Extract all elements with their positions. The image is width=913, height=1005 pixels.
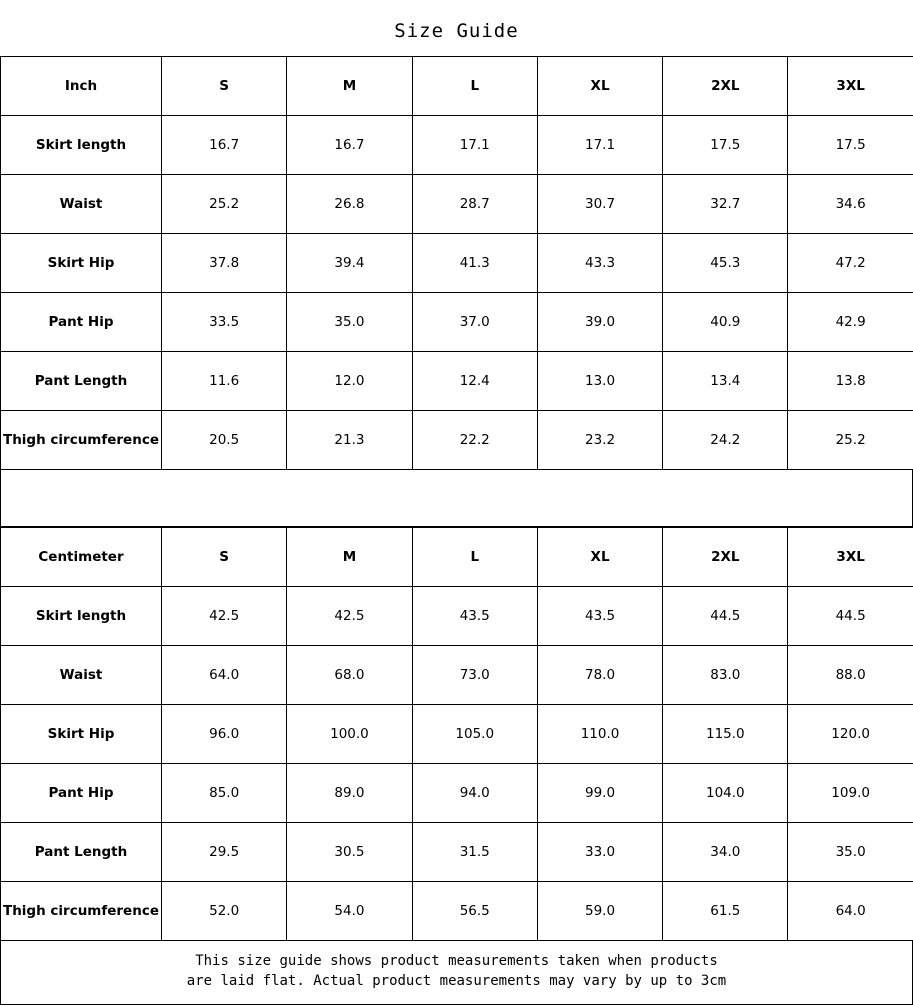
table-cell: 31.5 bbox=[412, 823, 537, 882]
table-cell: 12.0 bbox=[287, 352, 412, 411]
table-row bbox=[1, 352, 913, 411]
table-cell: 22.2 bbox=[412, 411, 537, 470]
row-label: Thigh circumference bbox=[1, 882, 162, 941]
table-row bbox=[1, 646, 913, 705]
size-header-s: S bbox=[162, 57, 287, 116]
note-line-2: are laid flat. Actual product measurements may vary by up to 3cm bbox=[21, 971, 892, 991]
size-header-xl: XL bbox=[537, 528, 662, 587]
table-separator bbox=[0, 470, 913, 527]
table-cell: 42.5 bbox=[162, 587, 287, 646]
table-cell: 33.0 bbox=[537, 823, 662, 882]
size-guide-note bbox=[0, 941, 913, 1005]
table-cell: 39.0 bbox=[537, 293, 662, 352]
table-cell: 25.2 bbox=[162, 175, 287, 234]
table-cell: 23.2 bbox=[537, 411, 662, 470]
size-header-3xl: 3XL bbox=[788, 528, 913, 587]
table-cell: 17.1 bbox=[537, 116, 662, 175]
table-cell: 54.0 bbox=[287, 882, 412, 941]
table-cell: 73.0 bbox=[412, 646, 537, 705]
table-cell: 28.7 bbox=[412, 175, 537, 234]
table-cell: 25.2 bbox=[788, 411, 913, 470]
size-header-xl: XL bbox=[537, 57, 662, 116]
size-header-m: M bbox=[287, 528, 412, 587]
note-line-1: This size guide shows product measurements taken when products bbox=[21, 951, 892, 971]
table-cell: 85.0 bbox=[162, 764, 287, 823]
table-cell: 17.1 bbox=[412, 116, 537, 175]
table-row bbox=[1, 234, 913, 293]
size-table-inch bbox=[0, 56, 913, 470]
table-cell: 34.6 bbox=[788, 175, 913, 234]
size-header-2xl: 2XL bbox=[663, 528, 788, 587]
table-cell: 13.8 bbox=[788, 352, 913, 411]
size-table-centimeter bbox=[0, 527, 913, 941]
table-cell: 17.5 bbox=[788, 116, 913, 175]
table-cell: 83.0 bbox=[663, 646, 788, 705]
table-cell: 42.5 bbox=[287, 587, 412, 646]
size-header-l: L bbox=[412, 528, 537, 587]
table-cell: 12.4 bbox=[412, 352, 537, 411]
table-cell: 35.0 bbox=[287, 293, 412, 352]
table-cell: 68.0 bbox=[287, 646, 412, 705]
table-cell: 47.2 bbox=[788, 234, 913, 293]
table-cell: 56.5 bbox=[412, 882, 537, 941]
size-header-s: S bbox=[162, 528, 287, 587]
size-header-l: L bbox=[412, 57, 537, 116]
table-cell: 37.8 bbox=[162, 234, 287, 293]
row-label: Skirt length bbox=[1, 116, 162, 175]
table-row bbox=[1, 411, 913, 470]
row-label: Pant Hip bbox=[1, 764, 162, 823]
table-cell: 42.9 bbox=[788, 293, 913, 352]
page-title: Size Guide bbox=[0, 0, 913, 56]
unit-header-inch: Inch bbox=[1, 57, 162, 116]
row-label: Skirt Hip bbox=[1, 705, 162, 764]
table-cell: 37.0 bbox=[412, 293, 537, 352]
table-cell: 41.3 bbox=[412, 234, 537, 293]
table-cell: 89.0 bbox=[287, 764, 412, 823]
row-label: Skirt length bbox=[1, 587, 162, 646]
table-cell: 13.0 bbox=[537, 352, 662, 411]
unit-header-centimeter: Centimeter bbox=[1, 528, 162, 587]
table-cell: 64.0 bbox=[788, 882, 913, 941]
table-cell: 109.0 bbox=[788, 764, 913, 823]
size-header-3xl: 3XL bbox=[788, 57, 913, 116]
table-row bbox=[1, 587, 913, 646]
table-cell: 13.4 bbox=[663, 352, 788, 411]
table-cell: 30.7 bbox=[537, 175, 662, 234]
table-row bbox=[1, 175, 913, 234]
row-label: Waist bbox=[1, 646, 162, 705]
table-cell: 39.4 bbox=[287, 234, 412, 293]
table-cell: 26.8 bbox=[287, 175, 412, 234]
table-cell: 11.6 bbox=[162, 352, 287, 411]
row-label: Waist bbox=[1, 175, 162, 234]
table-header-row bbox=[1, 57, 913, 116]
table-cell: 40.9 bbox=[663, 293, 788, 352]
row-label: Skirt Hip bbox=[1, 234, 162, 293]
table-header-row bbox=[1, 528, 913, 587]
table-cell: 32.7 bbox=[663, 175, 788, 234]
table-cell: 110.0 bbox=[537, 705, 662, 764]
table-cell: 115.0 bbox=[663, 705, 788, 764]
table-cell: 35.0 bbox=[788, 823, 913, 882]
size-header-2xl: 2XL bbox=[663, 57, 788, 116]
size-header-m: M bbox=[287, 57, 412, 116]
table-cell: 34.0 bbox=[663, 823, 788, 882]
table-cell: 100.0 bbox=[287, 705, 412, 764]
table-cell: 16.7 bbox=[287, 116, 412, 175]
table-cell: 43.5 bbox=[537, 587, 662, 646]
row-label: Pant Length bbox=[1, 352, 162, 411]
table-cell: 105.0 bbox=[412, 705, 537, 764]
table-row bbox=[1, 116, 913, 175]
table-cell: 52.0 bbox=[162, 882, 287, 941]
table-cell: 88.0 bbox=[788, 646, 913, 705]
table-cell: 20.5 bbox=[162, 411, 287, 470]
table-cell: 96.0 bbox=[162, 705, 287, 764]
table-cell: 94.0 bbox=[412, 764, 537, 823]
table-cell: 21.3 bbox=[287, 411, 412, 470]
table-row bbox=[1, 705, 913, 764]
row-label: Thigh circumference bbox=[1, 411, 162, 470]
row-label: Pant Length bbox=[1, 823, 162, 882]
table-cell: 120.0 bbox=[788, 705, 913, 764]
table-cell: 43.3 bbox=[537, 234, 662, 293]
table-cell: 17.5 bbox=[663, 116, 788, 175]
table-cell: 43.5 bbox=[412, 587, 537, 646]
table-cell: 33.5 bbox=[162, 293, 287, 352]
table-cell: 61.5 bbox=[663, 882, 788, 941]
table-cell: 64.0 bbox=[162, 646, 287, 705]
table-cell: 29.5 bbox=[162, 823, 287, 882]
table-cell: 45.3 bbox=[663, 234, 788, 293]
table-cell: 59.0 bbox=[537, 882, 662, 941]
table-cell: 104.0 bbox=[663, 764, 788, 823]
table-cell: 44.5 bbox=[663, 587, 788, 646]
table-row bbox=[1, 823, 913, 882]
table-cell: 44.5 bbox=[788, 587, 913, 646]
table-cell: 78.0 bbox=[537, 646, 662, 705]
table-row bbox=[1, 293, 913, 352]
table-cell: 24.2 bbox=[663, 411, 788, 470]
table-cell: 99.0 bbox=[537, 764, 662, 823]
table-cell: 30.5 bbox=[287, 823, 412, 882]
table-cell: 16.7 bbox=[162, 116, 287, 175]
table-row bbox=[1, 764, 913, 823]
table-row bbox=[1, 882, 913, 941]
row-label: Pant Hip bbox=[1, 293, 162, 352]
